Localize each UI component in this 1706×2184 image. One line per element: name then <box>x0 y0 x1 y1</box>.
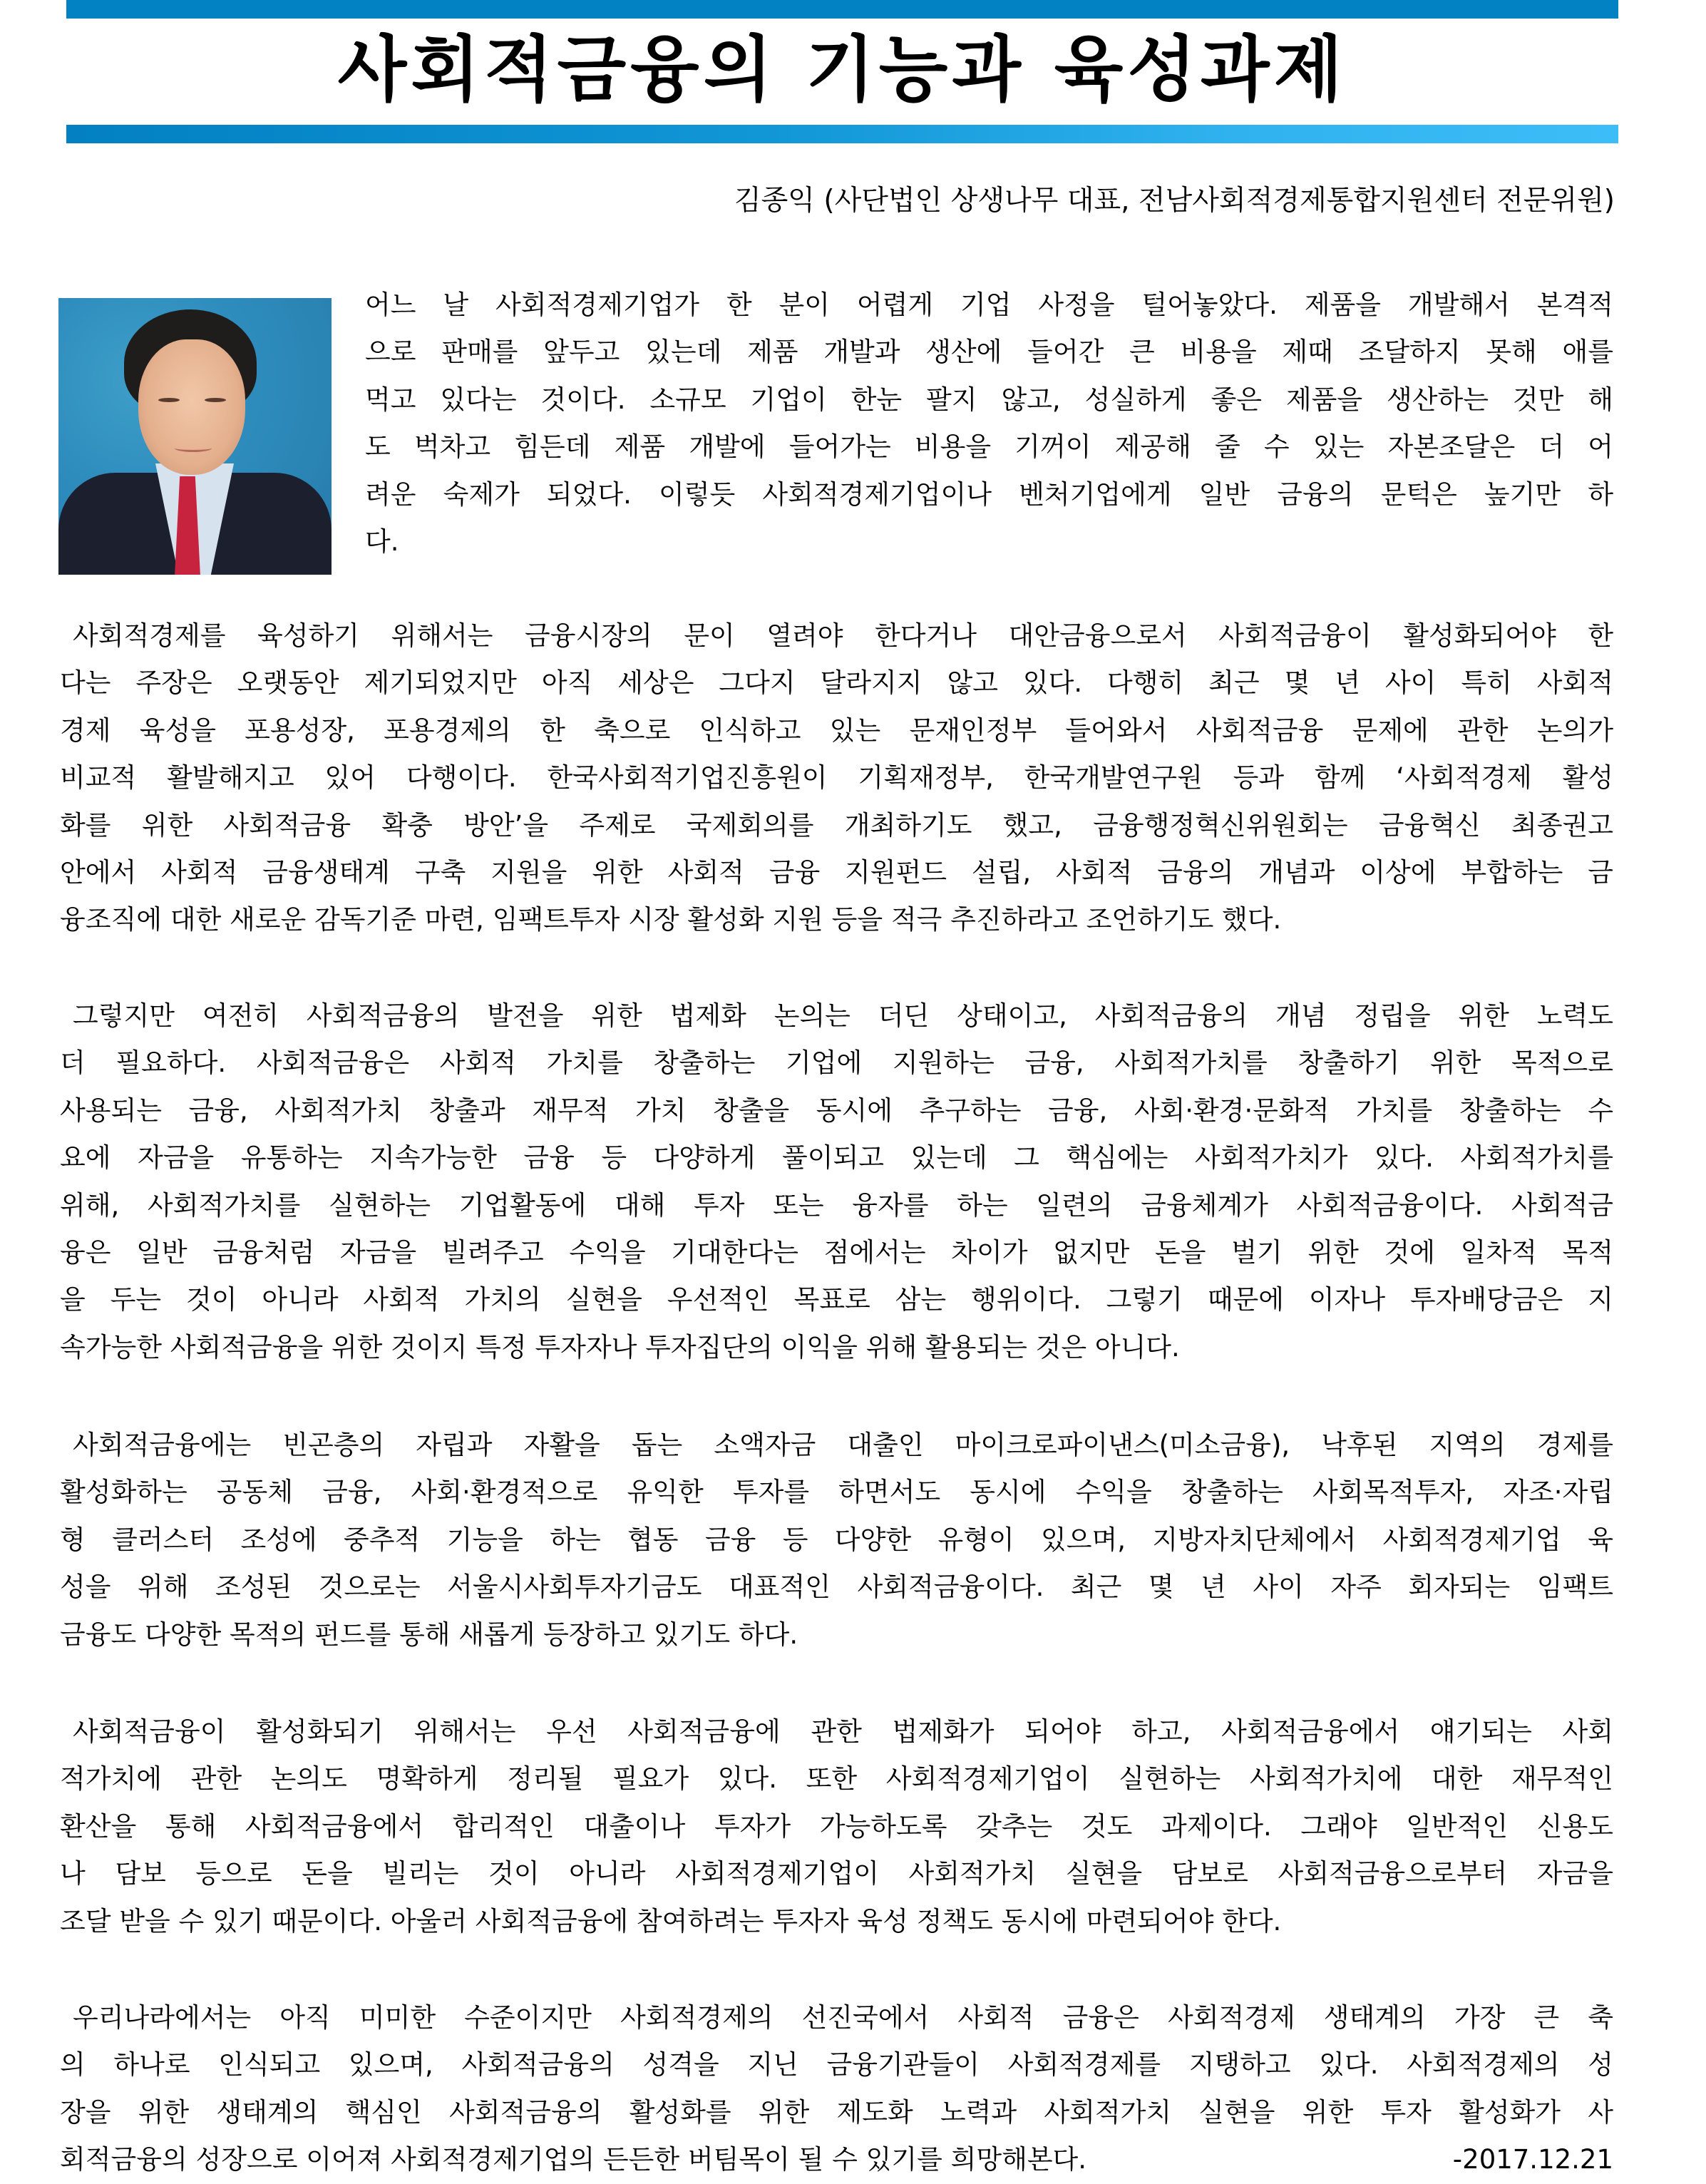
text-line: 융은 일반 금융처럼 자금을 빌려주고 수익을 기대한다는 점에서는 차이가 없지만 돈을 벌기 위한 것에 일차적 목적 <box>60 1236 1613 1268</box>
header-gradient-bar <box>66 125 1618 143</box>
text-line: 먹고 있다는 것이다. 소규모 기업이 한눈 팔지 않고, 성실하게 좋은 제품을 생산하는 것만 해 <box>365 384 1613 415</box>
text-line: 안에서 사회적 금융생태계 구축 지원을 위한 사회적 금융 지원펀드 설립, 사회적 금융의 개념과 이상에 부합하는 금 <box>60 856 1613 888</box>
text-line: 다는 주장은 오랫동안 제기되었지만 아직 세상은 그다지 달라지지 않고 있다. 다행히 최근 몇 년 사이 특히 사회적 <box>60 667 1613 699</box>
text-line: 으로 판매를 앞두고 있는데 제품 개발과 생산에 들어간 큰 비용을 제때 조달하지 못해 애를 <box>365 337 1613 368</box>
text-line: 우리나라에서는 아직 미미한 수준이지만 사회적경제의 선진국에서 사회적 금융은 사회적경제 생태계의 가장 큰 축 <box>73 2002 1613 2033</box>
text-line: 어느 날 사회적경제기업가 한 분이 어렵게 기업 사정을 털어놓았다. 제품을 개발해서 본격적 <box>365 289 1613 320</box>
article-title: 사회적금융의 기능과 육성과제 <box>337 28 1347 111</box>
photo-eye <box>158 398 180 402</box>
text-line: 형 클러스터 조성에 중추적 기능을 하는 협동 금융 등 다양한 유형이 있으며, 지방자치단체에서 사회적경제기업 육 <box>60 1524 1613 1555</box>
paragraph-3 <box>60 993 1613 1371</box>
article-date: -2017.12.21 <box>1452 2144 1613 2175</box>
text-line: 나 담보 등으로 돈을 빌리는 것이 아니라 사회적경제기업이 사회적가치 실현을 담보로 사회적금융으로부터 자금을 <box>60 1858 1613 1890</box>
text-line: 화를 위한 사회적금융 확충 방안’을 주제로 국제회의를 개최하기도 했고, 금융행정혁신위원회는 금융혁신 최종권고 <box>60 809 1613 841</box>
text-line: 다. <box>365 526 399 557</box>
text-line: 의 하나로 인식되고 있으며, 사회적금융의 성격을 지닌 금융기관들이 사회적경제를 지탱하고 있다. 사회적경제의 성 <box>60 2049 1613 2081</box>
text-line: 융조직에 대한 새로운 감독기준 마련, 임팩트투자 시장 활성화 지원 등을 적극 추진하라고 조언하기도 했다. <box>60 904 1282 935</box>
header-top-bar <box>66 0 1618 19</box>
paragraph-5 <box>60 1708 1613 1945</box>
paragraph-2 <box>60 612 1613 944</box>
paragraph-4 <box>60 1422 1613 1658</box>
text-line: 금융도 다양한 목적의 펀드를 통해 새롭게 등장하고 있기도 하다. <box>60 1619 798 1650</box>
text-line: 적가치에 관한 논의도 명확하게 정리될 필요가 있다. 또한 사회적경제기업이 실현하는 사회적가치에 대한 재무적인 <box>60 1763 1613 1795</box>
paragraph-1 <box>365 282 1613 565</box>
text-line: 환산을 통해 사회적금융에서 합리적인 대출이나 투자가 가능하도록 갖추는 것도 과제이다. 그래야 일반적인 신용도 <box>60 1810 1613 1842</box>
closing-line <box>60 2136 1613 2183</box>
text-line: 위해, 사회적가치를 실현하는 기업활동에 대해 투자 또는 융자를 하는 일련의 금융체계가 사회적금융이다. 사회적금 <box>60 1189 1613 1221</box>
text-line: 사회적경제를 육성하기 위해서는 금융시장의 문이 열려야 한다거나 대안금융으로서 사회적금융이 활성화되어야 한 <box>73 620 1613 651</box>
text-line: 속가능한 사회적금융을 위한 것이지 특정 투자자나 투자집단의 이익을 위해 활용되는 것은 아니다. <box>60 1331 1180 1363</box>
text-line: 더 필요하다. 사회적금융은 사회적 가치를 창출하는 기업에 지원하는 금융, 사회적가치를 창출하기 위한 목적으로 <box>60 1047 1613 1079</box>
text-line: 사회적금융에는 빈곤층의 자립과 자활을 돕는 소액자금 대출인 마이크로파이낸스(미소금융), 낙후된 지역의 경제를 <box>73 1430 1613 1460</box>
text-line: 그렇지만 여전히 사회적금융의 발전을 위한 법제화 논의는 더딘 상태이고, 사회적금융의 개념 정립을 위한 노력도 <box>73 1000 1613 1031</box>
photo-face <box>138 339 245 475</box>
text-line: 조달 받을 수 있기 때문이다. 아울러 사회적금융에 참여하려는 투자자 육성 정책도 동시에 마련되어야 한다. <box>60 1905 1282 1937</box>
text-line: 도 벅차고 힘든데 제품 개발에 들어가는 비용을 기꺼이 제공해 줄 수 있는 자본조달은 더 어 <box>365 431 1613 463</box>
text-line: 려운 숙제가 되었다. 이렇듯 사회적경제기업이나 벤처기업에게 일반 금융의 문턱은 높기만 하 <box>365 478 1613 510</box>
author-photo <box>58 298 332 575</box>
text-line: 활성화하는 공동체 금융, 사회·환경적으로 유익한 투자를 하면서도 동시에 수익을 창출하는 사회목적투자, 자조·자립 <box>60 1477 1613 1508</box>
photo-mouth <box>175 444 212 452</box>
text-line: 사용되는 금융, 사회적가치 창출과 재무적 가치 창출을 동시에 추구하는 금융, 사회·환경·문화적 가치를 창출하는 수 <box>60 1094 1613 1126</box>
text-line: 비교적 활발해지고 있어 다행이다. 한국사회적기업진흥원이 기획재정부, 한국개발연구원 등과 함께 ‘사회적경제 활성 <box>60 762 1613 794</box>
text-line: 장을 위한 생태계의 핵심인 사회적금융의 활성화를 위한 제도화 노력과 사회적가치 실현을 위한 투자 활성화가 사 <box>60 2096 1613 2128</box>
paragraph-6 <box>60 1994 1613 2184</box>
text-line: 사회적금융이 활성화되기 위해서는 우선 사회적금융에 관한 법제화가 되어야 하고, 사회적금융에서 얘기되는 사회 <box>73 1716 1613 1747</box>
text-line: 요에 자금을 유통하는 지속가능한 금융 등 다양하게 풀이되고 있는데 그 핵심에는 사회적가치가 있다. 사회적가치를 <box>60 1142 1613 1174</box>
text-line: 성을 위해 조성된 것으로는 서울시사회투자기금도 대표적인 사회적금융이다. 최근 몇 년 사이 자주 회자되는 임팩트 <box>60 1572 1613 1603</box>
text-line: 경제 육성을 포용성장, 포용경제의 한 축으로 인식하고 있는 문재인정부 들어와서 사회적금융 문제에 관한 논의가 <box>60 714 1613 746</box>
text-line: 회적금융의 성장으로 이어져 사회적경제기업의 든든한 버팀목이 될 수 있기를 희망해본다. <box>60 2144 1087 2175</box>
author-byline: 김종익 (사단법인 상생나무 대표, 전남사회적경제통합지원센터 전문위원) <box>734 185 1615 217</box>
photo-eye <box>205 398 226 402</box>
text-line: 을 두는 것이 아니라 사회적 가치의 실현을 우선적인 목표로 삼는 행위이다. 그렇기 때문에 이자나 투자배당금은 지 <box>60 1284 1613 1316</box>
